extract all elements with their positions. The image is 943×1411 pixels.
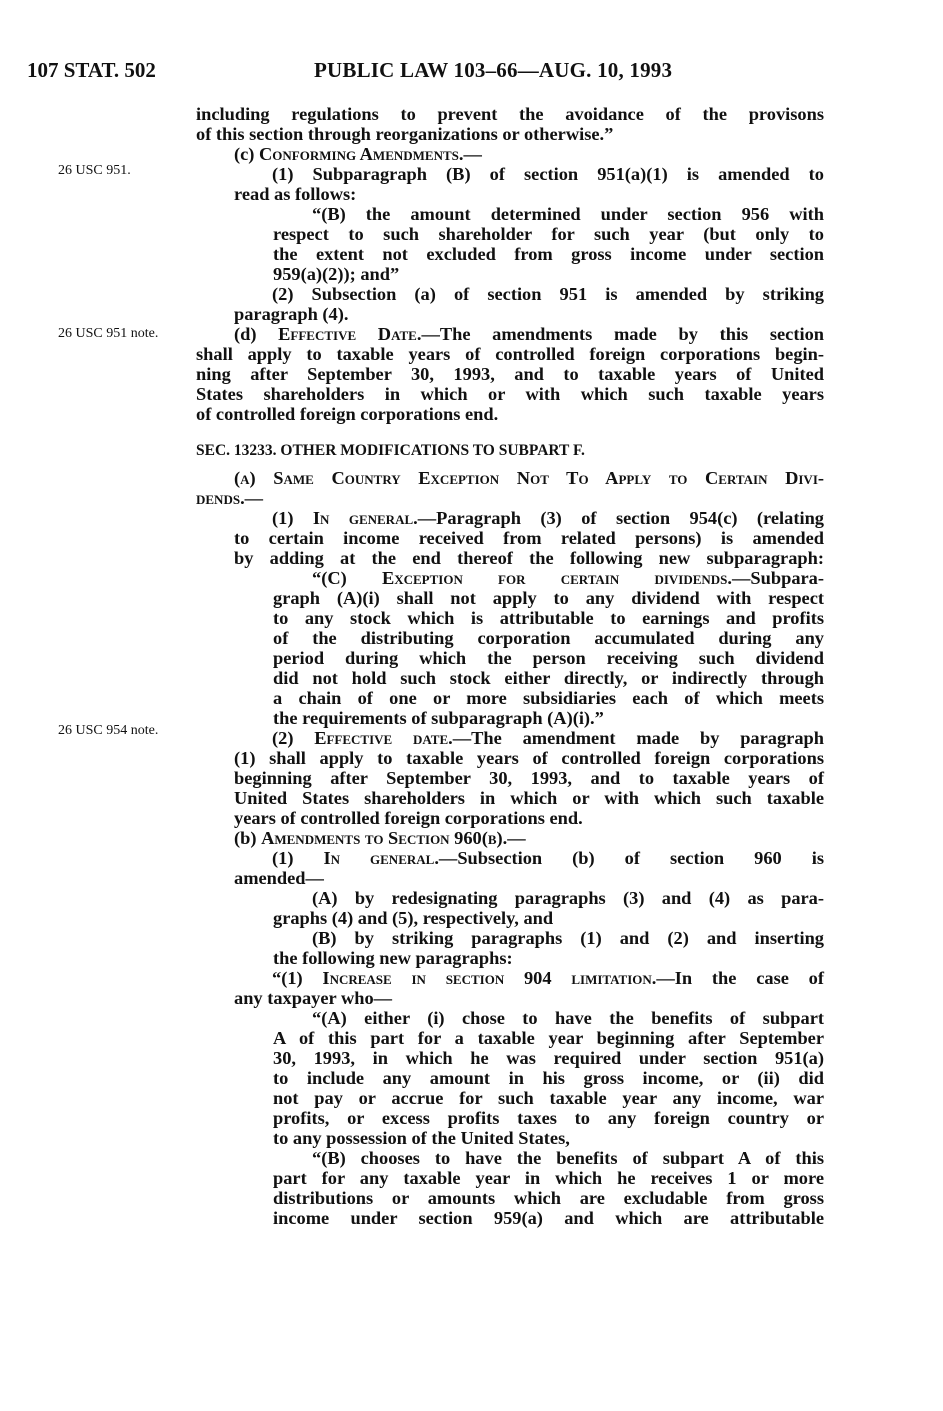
text-line: amended— [234, 868, 324, 888]
margin-note-usc-951: 26 USC 951. [58, 163, 131, 178]
text-line: did not hold such stock either directly, or indirectly through [273, 668, 824, 688]
text-line: not pay or accrue for such taxable year any income, war [273, 1088, 824, 1108]
text-line: (1) In general.—Subsection (b) of section 960 is [272, 848, 824, 868]
text-line: to any stock which is attributable to earnings and profits [273, 608, 824, 628]
text-line: the extent not excluded from gross income under section [273, 244, 824, 264]
text-line: (1) shall apply to taxable years of controlled foreign corporations [234, 748, 824, 768]
text-line: “(1) Increase in section 904 limitation.—In the case of [272, 968, 824, 988]
text-line: “(A) either (i) chose to have the benefits of subpart [312, 1008, 824, 1028]
text-line: of the distributing corporation accumulated during any [273, 628, 824, 648]
text-line: 30, 1993, in which he was required under section 951(a) [273, 1048, 824, 1068]
text-line: read as follows: [234, 184, 357, 204]
text-line: 959(a)(2)); and” [273, 264, 400, 284]
text-line: part for any taxable year in which he receives 1 or more [273, 1168, 824, 1188]
text-line: (1) In general.—Paragraph (3) of section 954(c) (relating [272, 508, 825, 528]
text-line: dends.— [196, 488, 264, 508]
public-law-title: PUBLIC LAW 103–66—AUG. 10, 1993 [314, 58, 673, 82]
text-line: income under section 959(a) and which are attributable [273, 1208, 824, 1228]
section-heading: SEC. 13233. OTHER MODIFICATIONS TO SUBPART F. [196, 442, 585, 459]
text-line: ning after September 30, 1993, and to taxable years of United [196, 364, 824, 384]
text-line: to include any amount in his gross income, or (ii) did [273, 1068, 824, 1088]
text-line: respect to such shareholder for such year (but only to [273, 224, 824, 244]
text-line: (c) Conforming Amendments.— [234, 144, 482, 164]
text-line: (b) Amendments to Section 960(b).— [234, 828, 526, 848]
text-line: “(C) Exception for certain dividends.—Subpara- [312, 568, 824, 588]
text-line: United States shareholders in which or with which such taxable [234, 788, 824, 808]
text-line: to any possession of the United States, [273, 1128, 570, 1148]
margin-note-usc-951-note: 26 USC 951 note. [58, 326, 159, 341]
text-line: years of controlled foreign corporations end. [234, 808, 583, 828]
text-line: the following new paragraphs: [273, 948, 513, 968]
text-line: the requirements of subparagraph (A)(i).” [273, 708, 604, 728]
text-line: distributions or amounts which are excludable from gross [273, 1188, 824, 1208]
text-line: A of this part for a taxable year beginning after September [273, 1028, 824, 1048]
text-line: including regulations to prevent the avoidance of the provisons [196, 104, 824, 124]
text-line: by adding at the end thereof the following new subparagraph: [234, 548, 824, 568]
text-line: States shareholders in which or with which such taxable years [196, 384, 824, 404]
text-line: (A) by redesignating paragraphs (3) and (4) as para- [312, 888, 824, 908]
text-line: graph (A)(i) shall not apply to any dividend with respect [273, 588, 824, 608]
text-line: graphs (4) and (5), respectively, and [273, 908, 554, 928]
text-line: beginning after September 30, 1993, and to taxable years of [234, 768, 824, 788]
text-line: (1) Subparagraph (B) of section 951(a)(1) is amended to [272, 164, 824, 184]
text-line: (d) Effective Date.—The amendments made by this section [234, 324, 825, 344]
text-line: paragraph (4). [234, 304, 349, 324]
margin-note-usc-954-note: 26 USC 954 note. [58, 723, 159, 738]
text-line: to certain income received from related persons) is amended [234, 528, 824, 548]
text-line: “(B) the amount determined under section 956 with [312, 204, 824, 224]
text-line: profits, or excess profits taxes to any foreign country or [273, 1108, 824, 1128]
text-line: period during which the person receiving such dividend [273, 648, 824, 668]
text-line: (2) Effective date.—The amendment made by paragraph [272, 728, 824, 748]
text-line: (B) by striking paragraphs (1) and (2) and inserting [312, 928, 824, 948]
text-line: shall apply to taxable years of controlled foreign corporations begin- [196, 344, 824, 364]
text-line: (a) Same Country Exception Not To Apply to Certain Divi- [234, 468, 825, 488]
text-line: of controlled foreign corporations end. [196, 404, 499, 424]
text-line: of this section through reorganizations or otherwise.” [196, 124, 614, 144]
text-line: “(B) chooses to have the benefits of subpart A of this [312, 1148, 824, 1168]
text-line: a chain of one or more subsidiaries each of which meets [273, 688, 824, 708]
text-line: (2) Subsection (a) of section 951 is amended by striking [272, 284, 824, 304]
stat-page-number: 107 STAT. 502 [27, 58, 156, 82]
text-line: any taxpayer who— [234, 988, 393, 1008]
